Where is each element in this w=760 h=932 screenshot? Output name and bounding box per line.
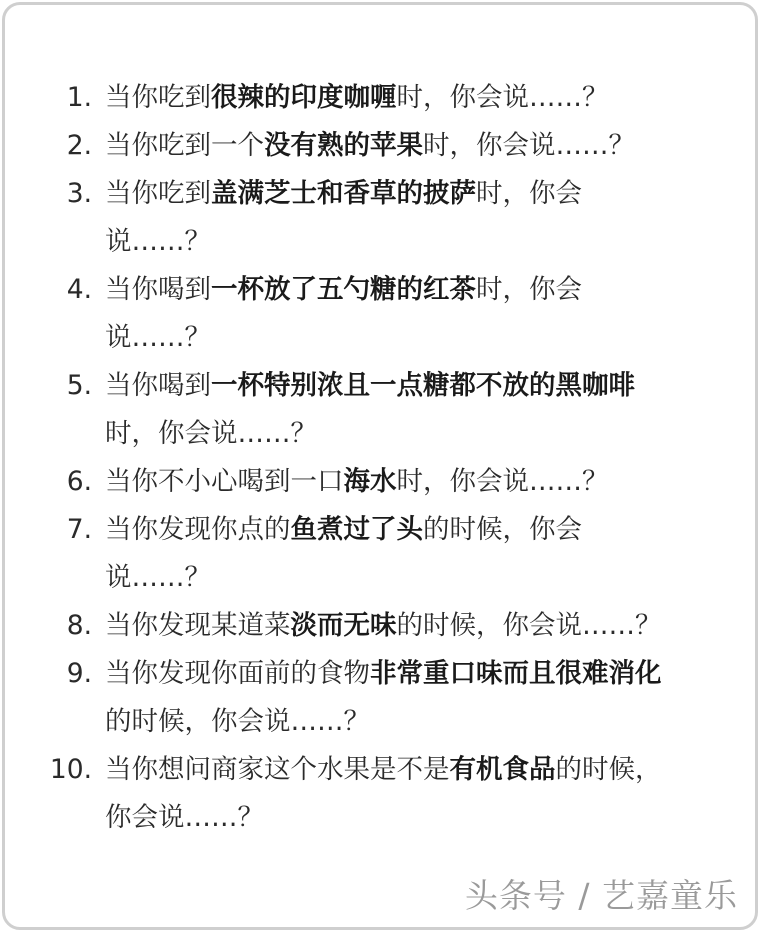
question-item <box>0 122 760 170</box>
question-segment: 说……？ <box>105 562 211 593</box>
question-segment: 当你喝到 <box>105 274 211 305</box>
question-text <box>105 370 635 449</box>
question-segment: 的时候， <box>555 754 662 785</box>
question-segment: 当你吃到 <box>105 82 211 113</box>
question-number: 1. <box>66 82 92 113</box>
question-emphasis: 一杯特别浓且一点糖都不放的黑咖啡 <box>211 370 635 401</box>
question-text <box>105 466 609 497</box>
question-number: 8. <box>66 610 92 641</box>
question-item <box>0 74 760 122</box>
question-segment: 当你想问商家这个水果是不是 <box>105 754 450 785</box>
question-item <box>0 266 760 362</box>
question-emphasis: 一杯放了五勺糖的红茶 <box>211 274 476 305</box>
question-segment: 的时候，你会说……？ <box>396 610 662 641</box>
question-segment: 当你发现你点的 <box>105 514 291 545</box>
question-text <box>105 274 582 353</box>
question-emphasis: 淡而无味 <box>290 610 397 641</box>
question-segment: 当你发现某道菜 <box>105 610 291 641</box>
watermark: 头条号 / 艺嘉童乐 <box>464 876 738 915</box>
question-item <box>0 650 760 746</box>
question-emphasis: 鱼煮过了头 <box>290 514 423 545</box>
question-number: 10. <box>49 754 92 785</box>
question-number: 3. <box>66 178 92 209</box>
question-segment: 说……？ <box>105 322 211 353</box>
question-text <box>105 610 662 641</box>
question-emphasis: 很辣的印度咖喱 <box>211 82 397 113</box>
question-segment: 你会说……？ <box>105 802 264 833</box>
question-text <box>105 658 662 737</box>
question-item <box>0 602 760 650</box>
question-item <box>0 170 760 266</box>
question-text <box>105 754 662 833</box>
question-segment: 时，你会说……？ <box>396 466 609 497</box>
question-number: 4. <box>66 274 92 305</box>
question-segment: 时，你会 <box>476 274 582 305</box>
question-segment: 说……？ <box>105 226 211 257</box>
question-segment: 时，你会说……？ <box>396 82 609 113</box>
question-emphasis: 非常重口味而且很难消化 <box>370 658 662 689</box>
question-segment: 当你喝到 <box>105 370 211 401</box>
question-text <box>105 82 609 113</box>
question-segment: 当你吃到一个 <box>105 130 264 161</box>
question-item <box>0 506 760 602</box>
question-segment: 当你发现你面前的食物 <box>105 658 370 689</box>
question-number: 5. <box>66 370 92 401</box>
question-emphasis: 盖满芝士和香草的披萨 <box>211 178 476 209</box>
question-number: 6. <box>66 466 92 497</box>
question-text <box>105 514 582 593</box>
question-number: 2. <box>66 130 92 161</box>
question-text <box>105 178 582 257</box>
question-segment: 的时候，你会 <box>423 514 582 545</box>
question-segment: 当你不小心喝到一口 <box>105 466 344 497</box>
question-item <box>0 458 760 506</box>
question-segment: 时，你会说……？ <box>423 130 635 161</box>
question-text <box>105 130 635 161</box>
question-emphasis: 海水 <box>343 466 397 497</box>
question-item <box>0 746 760 842</box>
question-segment: 的时候，你会说……？ <box>105 706 370 737</box>
question-number: 9. <box>66 658 92 689</box>
question-segment: 当你吃到 <box>105 178 211 209</box>
question-item <box>0 362 760 458</box>
question-emphasis: 没有熟的苹果 <box>264 130 423 161</box>
question-number: 7. <box>66 514 92 545</box>
question-segment: 时，你会说……？ <box>105 418 317 449</box>
question-segment: 时，你会 <box>476 178 582 209</box>
question-list <box>0 74 760 842</box>
question-emphasis: 有机食品 <box>449 754 556 785</box>
